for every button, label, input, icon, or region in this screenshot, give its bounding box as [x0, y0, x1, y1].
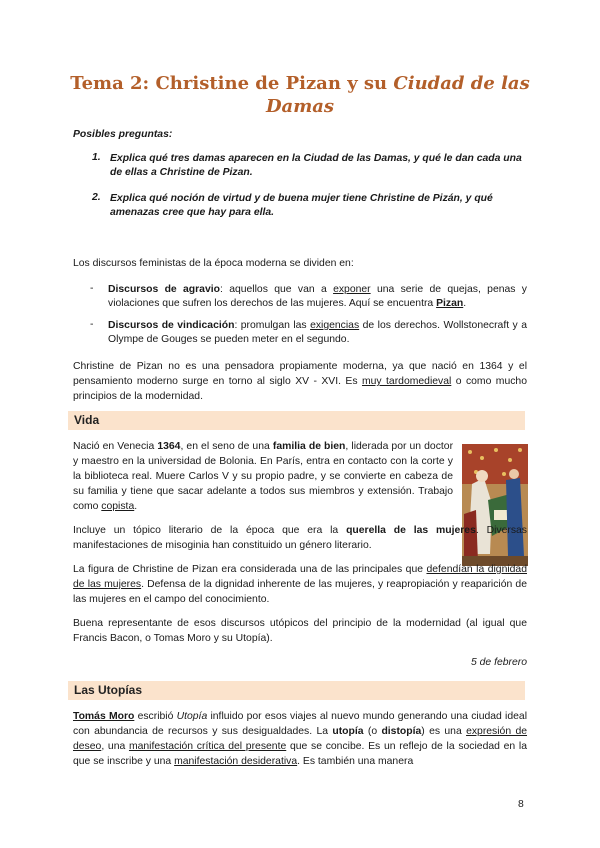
list-bullet: - [90, 283, 94, 294]
list-bullet: - [90, 319, 94, 330]
question-text: Explica qué noción de virtud y de buena mujer tiene Christine de Pizán, y qué amenazas cree que hay para ella. [110, 193, 493, 218]
paragraph: Incluye un tópico literario de la época que era la querella de las mujeres. Diversas manifestaciones de misoginia han constituido un género literario. [73, 525, 528, 551]
question-number: 2. [92, 192, 101, 203]
paragraph: La figura de Christine de Pizan era considerada una de las principales que defendían la dignidad de las mujeres. Defensa de la dignidad inherente de las mujeres, y reapropiación y reaparición de las mujeres en el campo del conocimiento. [73, 564, 527, 605]
paragraph: Christine de Pizan no es una pensadora propiamente moderna, ya que nació en 1364 y el pensamiento moderno surge en torno al siglo XV - XVI. Es muy tardomedieval o como mucho principios de la modernidad. [73, 361, 527, 402]
section-heading-utopias: Las Utopías [68, 681, 525, 700]
questions-header: Posibles preguntas: [73, 129, 173, 140]
intro-paragraph: Los discursos feministas de la época moderna se dividen en: [73, 258, 354, 269]
date-note: 5 de febrero [470, 657, 527, 668]
list-item: Discursos de vindicación: promulgan las exigencias de los derechos. Wollstonecraft y a Olympe de Gouges se pueden meter en el segundo. [108, 320, 527, 345]
paragraph: Nació en Venecia 1364, en el seno de una familia de bien, liderada por un doctor y maestro en la universidad de Bolonia. En París, entra en contacto con la corte y la biblioteca real. Muere Carlos V y su propio padre, y se convierte en cabeza de su familia y tiene que sacar adelante a todos sus miembros y extensión. Trabajo como copista. [73, 441, 454, 512]
question-number: 1. [92, 152, 101, 163]
page-title: Tema 2: Christine de Pizan y su Ciudad de las Damas [70, 73, 530, 117]
paragraph: Buena representante de esos discursos utópicos del principio de la modernidad (al igual que Francis Bacon, o Tomas Moro y su Utopía). [73, 618, 527, 644]
page-number: 8 [518, 799, 524, 810]
paragraph: Tomás Moro escribió Utopía influido por esos viajes al nuevo mundo generando una ciudad ideal con abundancia de recursos y sus desigualdades. La utopía (o distopía) es una expresión de deseo, una manifestación crítica del presente que se concibe. Es un reflejo de la sociedad en la que se inscribe y una manifestación desiderativa. Es también una manera [73, 711, 528, 767]
section-heading-vida: Vida [68, 411, 525, 430]
list-item: Discursos de agravio: aquellos que van a exponer una serie de quejas, penas y violaciones que sufren los derechos de las mujeres. Aquí se encuentra Pizan. [108, 284, 527, 309]
question-text: Explica qué tres damas aparecen en la Ciudad de las Damas, y qué le dan cada una de ellas a Christine de Pizan. [110, 153, 522, 178]
